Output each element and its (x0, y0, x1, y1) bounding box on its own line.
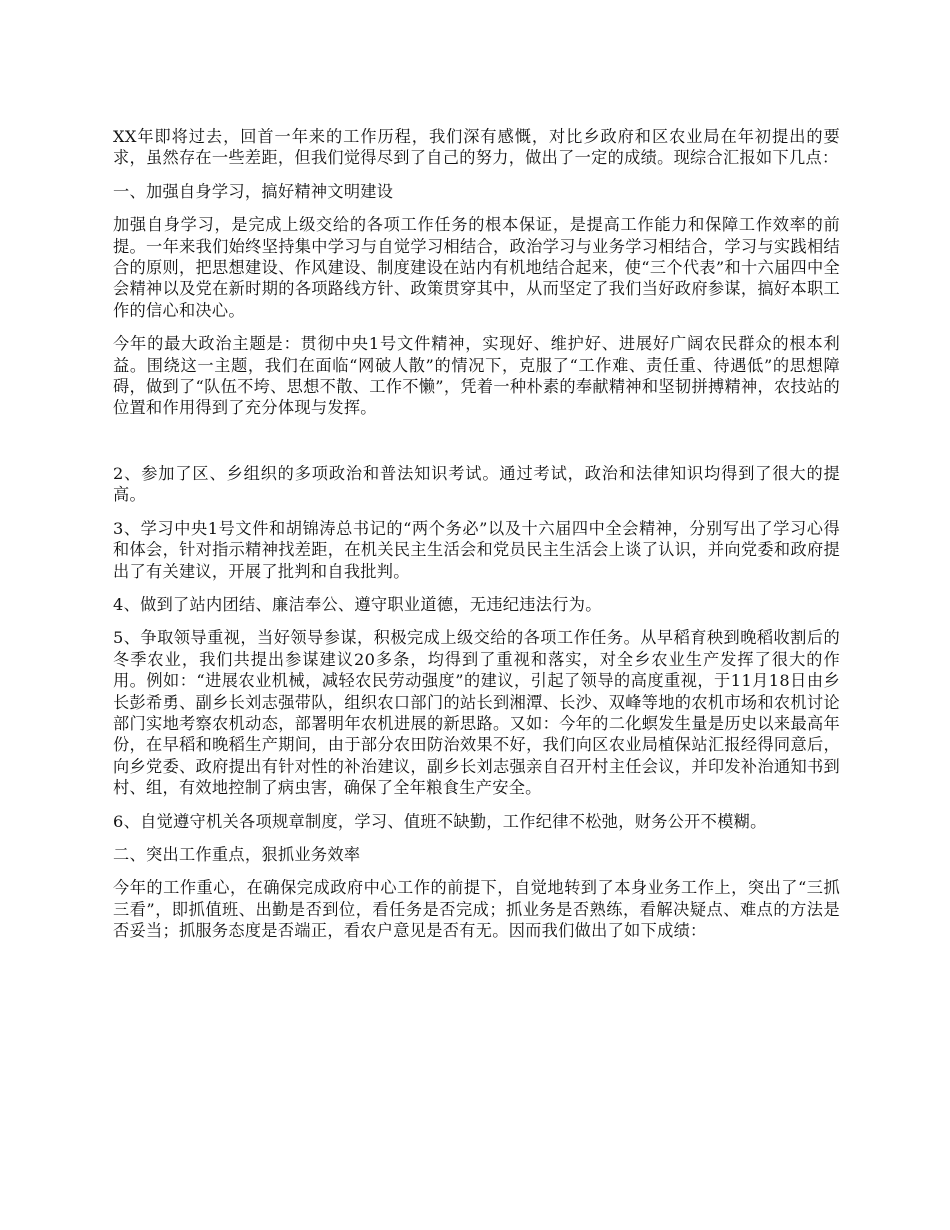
section-heading-1: 一、加强自身学习，搞好精神文明建设 (113, 181, 394, 201)
body-paragraph: 今年的最大政治主题是：贯彻中央1号文件精神，实现好、维护好、进展好广阔农民群众的根本利益。围绕这一主题，我们在面临“网破人散”的情况下，克服了“工作难、责任重、待遇低”的思想障碍，做到了“队伍不垮、思想不散、工作不懒”，凭着一种朴素的奉献精神和坚韧拼搏精神，农技站的位置和作用得到了充分体现与发挥。 (113, 334, 840, 418)
list-item-3: 3、学习中央1号文件和胡锦涛总书记的“两个务必”以及十六届四中全会精神，分别写出了学习心得和体会，针对指示精神找差距，在机关民主生活会和党员民主生活会上谈了认识，并向党委和政府提出了有关建议，开展了批判和自我批判。 (113, 518, 840, 581)
blank-space (113, 431, 840, 463)
body-paragraph: 今年的工作重心，在确保完成政府中心工作的前提下，自觉地转到了本身业务工作上，突出了“三抓三看”，即抓值班、出勤是否到位，看任务是否完成；抓业务是否熟练，看解决疑点、难点的方法是否妥当；抓服务态度是否端正，看农户意见是否有无。因而我们做出了如下成绩： (113, 878, 840, 941)
body-paragraph: 加强自身学习，是完成上级交给的各项工作任务的根本保证，是提高工作能力和保障工作效率的前提。一年来我们始终坚持集中学习与自觉学习相结合，政治学习与业务学习相结合，学习与实践相结合的原则，把思想建设、作风建设、制度建设在站内有机地结合起来，使“三个代表”和十六届四中全会精神以及党在新时期的各项路线方针、政策贯穿其中，从而坚定了我们当好政府参谋，搞好本职工作的信心和决心。 (113, 215, 840, 320)
document-body (113, 126, 840, 954)
list-item-4: 4、做到了站内团结、廉洁奉公、遵守职业道德，无违纪违法行为。 (113, 594, 602, 614)
intro-paragraph: XX年即将过去，回首一年来的工作历程，我们深有感慨，对比乡政府和区农业局在年初提出的要求，虽然存在一些差距，但我们觉得尽到了自己的努力，做出了一定的成绩。现综合汇报如下几点： (113, 127, 840, 168)
list-item-2: 2、参加了区、乡组织的多项政治和普法知识考试。通过考试，政治和法律知识均得到了很大的提高。 (113, 463, 840, 505)
list-item-6: 6、自觉遵守机关各项规章制度，学习、值班不缺勤，工作纪律不松弛，财务公开不模糊。 (113, 811, 767, 831)
list-item-5: 5、争取领导重视，当好领导参谋，积极完成上级交给的各项工作任务。从早稻育秧到晚稻收割后的冬季农业，我们共提出参谋建议20多条，均得到了重视和落实，对全乡农业生产发挥了很大的作用。例如：“进展农业机械，减轻农民劳动强度”的建议，引起了领导的高度重视，于11月18日由乡长彭希勇、副乡长刘志强带队，组织农口部门的站长到湘潭、长沙、双峰等地的农机市场和农机讨论部门实地考察农机动态，部署明年农机进展的新思路。又如：今年的二化螟发生量是历史以来最高年份，在早稻和晚稻生产期间，由于部分农田防治效果不好，我们向区农业局植保站汇报经得同意后，向乡党委、政府提出有针对性的补治建议，副乡长刘志强亲自召开村主任会议，并印发补治通知书到村、组，有效地控制了病虫害，确保了全年粮食生产安全。 (113, 628, 840, 798)
section-heading-2: 二、突出工作重点，狠抓业务效率 (113, 844, 361, 864)
